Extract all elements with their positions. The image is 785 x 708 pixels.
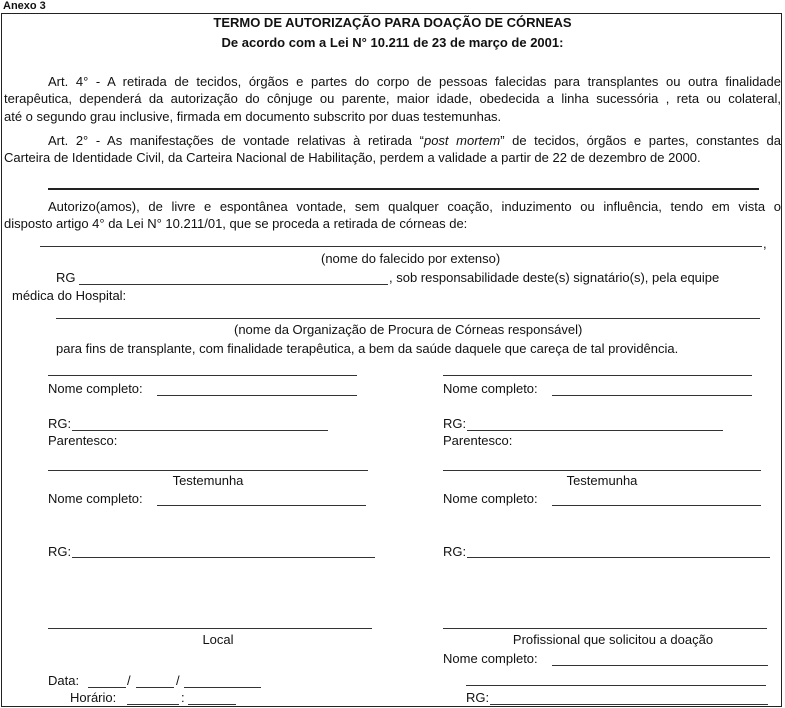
article-4-line-2: terapêutica, dependerá da autorização do cônjuge ou parente, maior idade, obedecida a linha sucessória , reta ou colateral, xyxy=(4,91,781,106)
requester-rg-label: RG: xyxy=(466,690,490,705)
signer-1-kinship-label: Parentesco: xyxy=(48,433,118,448)
witness-2-label: Testemunha xyxy=(566,473,638,488)
place-label: Local xyxy=(202,632,234,647)
purpose-text: para fins de transplante, com finalidade terapêutica, a bem da saúde daquele que careça de tal providência. xyxy=(56,341,679,356)
signer-1-name-line[interactable] xyxy=(157,395,357,396)
time-hour-line[interactable] xyxy=(127,704,179,705)
organization-line[interactable] xyxy=(56,318,760,319)
witness-1-rg-label: RG: xyxy=(48,544,72,559)
signer-2-kinship-label: Parentesco: xyxy=(443,433,513,448)
requester-name-label: Nome completo: xyxy=(443,651,538,666)
article-4-line-3: até o segundo grau inclusive, firmada em documento subscrito por duas testemunhas. xyxy=(4,109,502,124)
signer-1-signature-line[interactable] xyxy=(48,375,357,376)
article-4-line-1: Art. 4° - A retirada de tecidos, órgãos e partes do corpo de pessoas falecidas para transplantes ou outra finalidade xyxy=(48,74,781,89)
deceased-name-caption: (nome do falecido por extenso) xyxy=(321,251,501,266)
signer-2-signature-line[interactable] xyxy=(443,375,752,376)
section-divider xyxy=(48,188,759,190)
signer-2-name-label: Nome completo: xyxy=(443,381,538,396)
date-separator-2: / xyxy=(176,673,180,688)
signer-2-rg-label: RG: xyxy=(443,416,467,431)
article-2-line-1 xyxy=(48,133,781,149)
witness-1-name-line[interactable] xyxy=(157,505,366,506)
date-separator-1: / xyxy=(127,673,131,688)
witness-1-signature-line[interactable] xyxy=(48,470,368,471)
time-minute-line[interactable] xyxy=(188,704,236,705)
signer-1-rg-label: RG: xyxy=(48,416,72,431)
hospital-label: médica do Hospital: xyxy=(12,288,127,303)
deceased-rg-line[interactable] xyxy=(79,284,388,285)
requester-name-line[interactable] xyxy=(552,665,768,666)
place-line[interactable] xyxy=(48,628,372,629)
requester-signature-line[interactable] xyxy=(443,628,767,629)
time-separator: : xyxy=(181,690,185,705)
article-2-post-mortem: post mortem xyxy=(423,133,501,148)
date-month-line[interactable] xyxy=(136,687,174,688)
document-subtitle: De acordo com a Lei N° 10.211 de 23 de março de 2001: xyxy=(221,35,564,50)
requester-rg-line[interactable] xyxy=(490,704,768,705)
authorization-line-2: disposto artigo 4° da Lei N° 10.211/01, que se proceda a retirada de córneas de: xyxy=(4,216,468,231)
witness-2-name-label: Nome completo: xyxy=(443,491,538,506)
signer-1-rg-line[interactable] xyxy=(72,430,328,431)
organization-caption: (nome da Organização de Procura de Córneas responsável) xyxy=(234,322,583,337)
annex-label: Anexo 3 xyxy=(3,0,46,12)
article-2-line-2: Carteira de Identidade Civil, da Carteira Nacional de Habilitação, perdem a validade a partir de 22 de dezembro de 2000. xyxy=(4,150,701,165)
article-2-text-a: Art. 2° - As manifestações de vontade relativas à retirada “ xyxy=(48,133,424,148)
witness-1-name-label: Nome completo: xyxy=(48,491,143,506)
document-title: TERMO DE AUTORIZAÇÃO PARA DOAÇÃO DE CÓRNEAS xyxy=(213,15,572,30)
date-year-line[interactable] xyxy=(184,687,261,688)
date-label: Data: xyxy=(48,673,80,688)
witness-2-rg-line[interactable] xyxy=(467,557,770,558)
witness-2-signature-line[interactable] xyxy=(443,470,761,471)
authorization-line-1: Autorizo(amos), de livre e espontânea vontade, sem qualquer coação, induzimento ou influência, tendo em vista o xyxy=(48,199,781,214)
witness-1-rg-line[interactable] xyxy=(72,557,375,558)
requester-extra-line[interactable] xyxy=(466,685,766,686)
witness-2-name-line[interactable] xyxy=(552,505,761,506)
deceased-name-line[interactable] xyxy=(40,246,762,247)
signer-1-name-label: Nome completo: xyxy=(48,381,143,396)
signer-2-rg-line[interactable] xyxy=(467,430,723,431)
time-label: Horário: xyxy=(70,690,117,705)
responsibility-text: , sob responsabilidade deste(s) signatário(s), pela equipe xyxy=(389,270,720,285)
requester-label: Profissional que solicitou a doação xyxy=(512,632,714,647)
deceased-rg-label: RG xyxy=(56,270,76,285)
witness-2-rg-label: RG: xyxy=(443,544,467,559)
deceased-name-comma: , xyxy=(763,236,767,251)
date-day-line[interactable] xyxy=(88,687,126,688)
signer-2-name-line[interactable] xyxy=(552,395,752,396)
witness-1-label: Testemunha xyxy=(172,473,244,488)
article-2-text-b: ” de tecidos, órgãos e partes, constantes da xyxy=(500,133,782,148)
